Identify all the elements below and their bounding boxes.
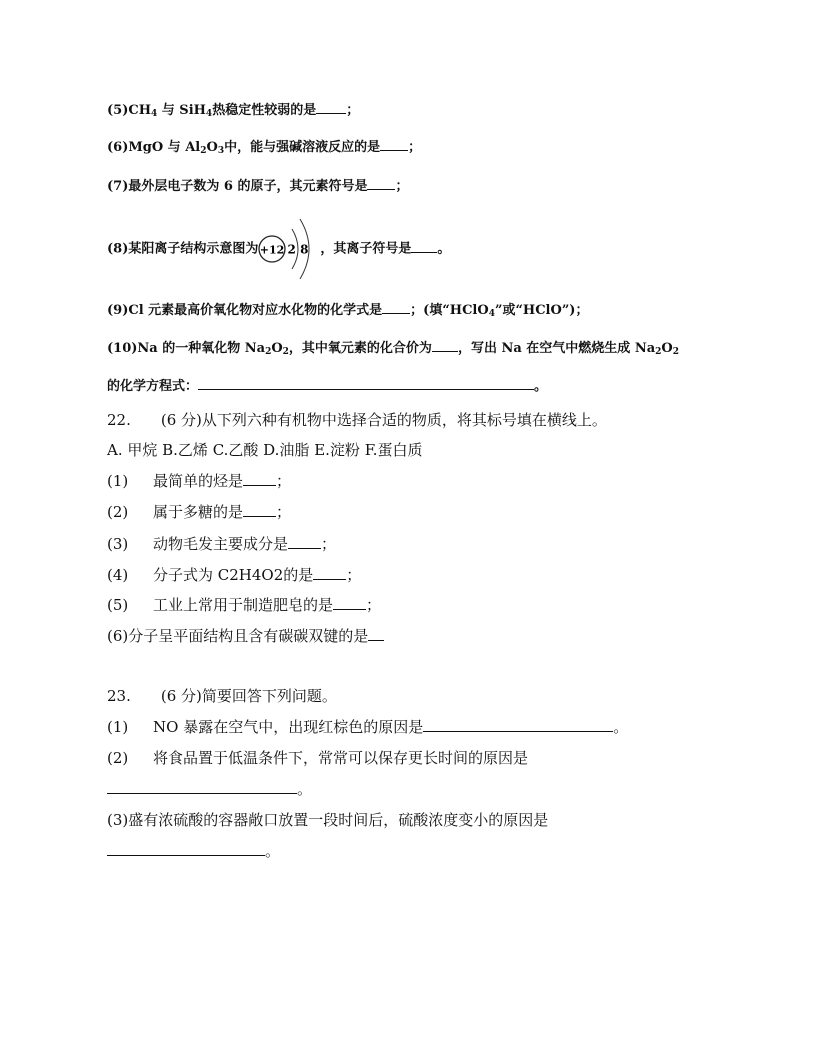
- answer-blank[interactable]: [411, 251, 437, 253]
- q22-item-1: [107, 474, 291, 489]
- item-number: (1): [107, 472, 129, 490]
- q22-item-3: [107, 537, 336, 552]
- text: ；: [346, 566, 362, 584]
- text: 的化学方程式：: [107, 379, 199, 394]
- answer-blank[interactable]: [432, 350, 458, 352]
- subscript: 4: [488, 309, 495, 319]
- subscript: 2: [282, 347, 289, 357]
- text: (6)分子呈平面结构且含有碳碳双键的是: [107, 627, 369, 645]
- text: ；: [346, 103, 360, 118]
- answer-blank[interactable]: [316, 112, 346, 114]
- text: (7)最外层电子数为 6 的原子，其元素符号是: [107, 179, 368, 194]
- text: O: [206, 140, 218, 155]
- q21-item-8: [107, 213, 450, 285]
- q22-header: 22. (6 分)从下列六种有机物中选择合适的物质，将其标号填在横线上。: [107, 411, 607, 429]
- text: 。: [534, 379, 548, 394]
- subscript: 4: [205, 109, 213, 119]
- item-number: (1): [107, 718, 129, 736]
- text: 工业上常用于制造肥皂的是: [153, 596, 334, 614]
- q21-item-6: [107, 141, 421, 154]
- text: ，其离子符号是: [320, 241, 412, 257]
- q22-item-6: [107, 629, 384, 644]
- answer-blank[interactable]: [107, 792, 297, 794]
- subscript: 2: [672, 347, 679, 357]
- q21-item-9: [107, 304, 588, 317]
- nucleus-charge: +12: [260, 243, 285, 257]
- text: ；: [276, 503, 292, 521]
- q23-item-2: [107, 751, 528, 766]
- text: ，其中氧元素的化合价为: [288, 341, 432, 356]
- q23-item-3-answer: [107, 844, 280, 859]
- text: (9)Cl 元素最高价氧化物对应水化物的化学式是: [107, 303, 383, 318]
- text: 。: [297, 780, 313, 798]
- answer-blank[interactable]: [382, 312, 410, 314]
- item-number: (5): [107, 596, 129, 614]
- text: O: [661, 341, 673, 356]
- text: O: [271, 341, 283, 356]
- subscript: 2: [655, 347, 662, 357]
- text: (3)盛有浓硫酸的容器敞口放置一段时间后，硫酸浓度变小的原因是: [107, 811, 549, 829]
- text: ；: [408, 140, 422, 155]
- text: 动物毛发主要成分是: [153, 535, 289, 553]
- text: 。: [613, 718, 629, 736]
- text: ”或“HClO”)；: [494, 303, 589, 318]
- q23-item-1: [107, 720, 628, 735]
- shell-electrons: 2 8: [287, 242, 309, 257]
- q21-item-5: [107, 104, 359, 117]
- subscript: 4: [150, 109, 158, 119]
- answer-blank[interactable]: [243, 515, 276, 517]
- q21-item-7: [107, 180, 408, 193]
- text: 。: [265, 842, 281, 860]
- subscript: 3: [217, 146, 225, 156]
- q22-item-4: [107, 568, 361, 583]
- text: 。: [437, 241, 451, 257]
- text: ，写出 Na 在空气中燃烧生成 Na: [457, 341, 656, 356]
- q22-options: A. 甲烷 B.乙烯 C.乙酸 D.油脂 E.淀粉 F.蛋白质: [107, 441, 423, 459]
- text: 属于多糖的是: [153, 503, 244, 521]
- text: (6)MgO 与 Al: [107, 140, 201, 155]
- answer-blank[interactable]: [368, 639, 384, 641]
- text: 将食品置于低温条件下，常常可以保存更长时间的原因是: [153, 749, 529, 767]
- item-number: (2): [107, 749, 129, 767]
- q23-item-3: [107, 813, 548, 828]
- text: ；: [321, 535, 337, 553]
- answer-blank[interactable]: [423, 730, 613, 732]
- subscript: 2: [265, 347, 272, 357]
- answer-blank[interactable]: [107, 854, 265, 856]
- text: 最简单的烃是: [153, 472, 244, 490]
- text: (10)Na 的一种氧化物 Na: [107, 341, 266, 356]
- text: NO 暴露在空气中，出现红棕色的原因是: [153, 718, 424, 736]
- text: (5)CH: [107, 103, 151, 118]
- item-number: (3): [107, 535, 129, 553]
- text: ；: [276, 472, 292, 490]
- text: 中，能与强碱溶液反应的是: [224, 140, 381, 155]
- answer-blank[interactable]: [367, 188, 395, 190]
- q22-item-5: [107, 598, 381, 613]
- text: (8)某阳离子结构示意图为: [107, 241, 259, 257]
- q21-item-10-equation: [107, 380, 547, 393]
- item-number: (4): [107, 566, 129, 584]
- answer-blank[interactable]: [288, 547, 321, 549]
- q22-item-2: [107, 505, 291, 520]
- text: ；: [395, 179, 409, 194]
- answer-blank[interactable]: [313, 578, 346, 580]
- subscript: 2: [200, 146, 207, 156]
- text: ；(填“HClO: [410, 303, 489, 318]
- q23-item-2-answer: [107, 782, 312, 797]
- answer-blank[interactable]: [198, 388, 534, 390]
- text: 热稳定性较弱的是: [212, 103, 317, 118]
- text: 与 SiH: [157, 103, 206, 118]
- q23-header: 23. (6 分)简要回答下列问题。: [107, 687, 337, 705]
- q21-item-10: [107, 342, 679, 355]
- answer-blank[interactable]: [333, 608, 366, 610]
- text: ；: [366, 596, 382, 614]
- text: 分子式为 C2H4O2的是: [153, 566, 314, 584]
- item-number: (2): [107, 503, 129, 521]
- answer-blank[interactable]: [243, 484, 276, 486]
- ion-structure-diagram: [258, 213, 320, 285]
- answer-blank[interactable]: [380, 149, 408, 151]
